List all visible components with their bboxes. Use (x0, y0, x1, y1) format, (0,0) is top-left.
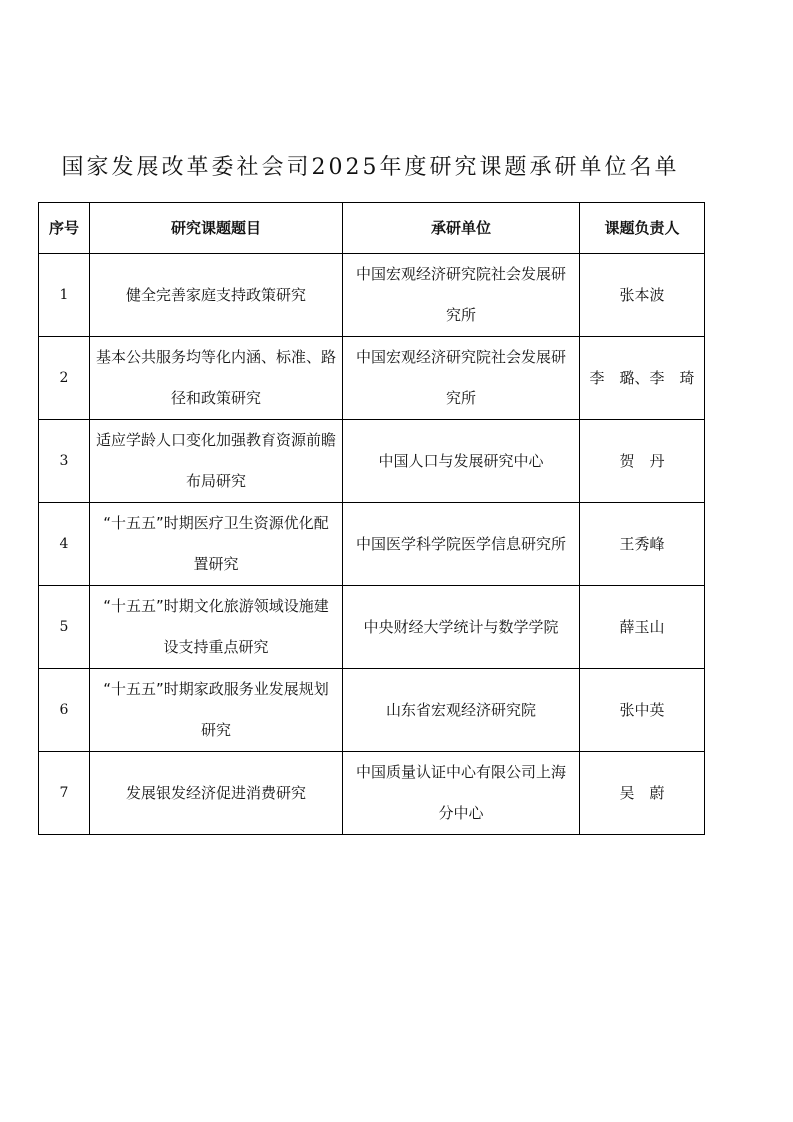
research-unit-table (38, 202, 705, 835)
row-lead: 薛玉山 (580, 586, 705, 669)
table-row (39, 586, 705, 669)
row-index: 4 (39, 503, 90, 586)
row-unit: 中国人口与发展研究中心 (343, 420, 580, 503)
row-topic: “十五五”时期文化旅游领域设施建设支持重点研究 (90, 586, 343, 669)
table-row (39, 420, 705, 503)
row-topic: 健全完善家庭支持政策研究 (90, 254, 343, 337)
row-topic: 发展银发经济促进消费研究 (90, 752, 343, 835)
row-lead: 张本波 (580, 254, 705, 337)
row-lead: 张中英 (580, 669, 705, 752)
row-lead: 李 璐、李 琦 (580, 337, 705, 420)
table-header-row (39, 203, 705, 254)
row-unit: 山东省宏观经济研究院 (343, 669, 580, 752)
row-index: 3 (39, 420, 90, 503)
document-title: 国家发展改革委社会司2025年度研究课题承研单位名单 (61, 155, 680, 180)
header-topic: 研究课题题目 (90, 203, 343, 254)
table-row (39, 254, 705, 337)
row-lead: 吴 蔚 (580, 752, 705, 835)
row-index: 2 (39, 337, 90, 420)
row-index: 5 (39, 586, 90, 669)
row-index: 7 (39, 752, 90, 835)
row-lead: 王秀峰 (580, 503, 705, 586)
table-row (39, 669, 705, 752)
row-unit: 中国质量认证中心有限公司上海分中心 (343, 752, 580, 835)
row-unit: 中央财经大学统计与数学学院 (343, 586, 580, 669)
table-row (39, 337, 705, 420)
row-index: 1 (39, 254, 90, 337)
table-row (39, 503, 705, 586)
row-topic: 适应学龄人口变化加强教育资源前瞻布局研究 (90, 420, 343, 503)
row-lead: 贺 丹 (580, 420, 705, 503)
header-index: 序号 (39, 203, 90, 254)
row-index: 6 (39, 669, 90, 752)
row-topic: 基本公共服务均等化内涵、标准、路径和政策研究 (90, 337, 343, 420)
row-topic: “十五五”时期医疗卫生资源优化配置研究 (90, 503, 343, 586)
row-unit: 中国宏观经济研究院社会发展研究所 (343, 337, 580, 420)
row-unit: 中国医学科学院医学信息研究所 (343, 503, 580, 586)
row-topic: “十五五”时期家政服务业发展规划研究 (90, 669, 343, 752)
table-row (39, 752, 705, 835)
header-unit: 承研单位 (343, 203, 580, 254)
row-unit: 中国宏观经济研究院社会发展研究所 (343, 254, 580, 337)
header-lead: 课题负责人 (580, 203, 705, 254)
